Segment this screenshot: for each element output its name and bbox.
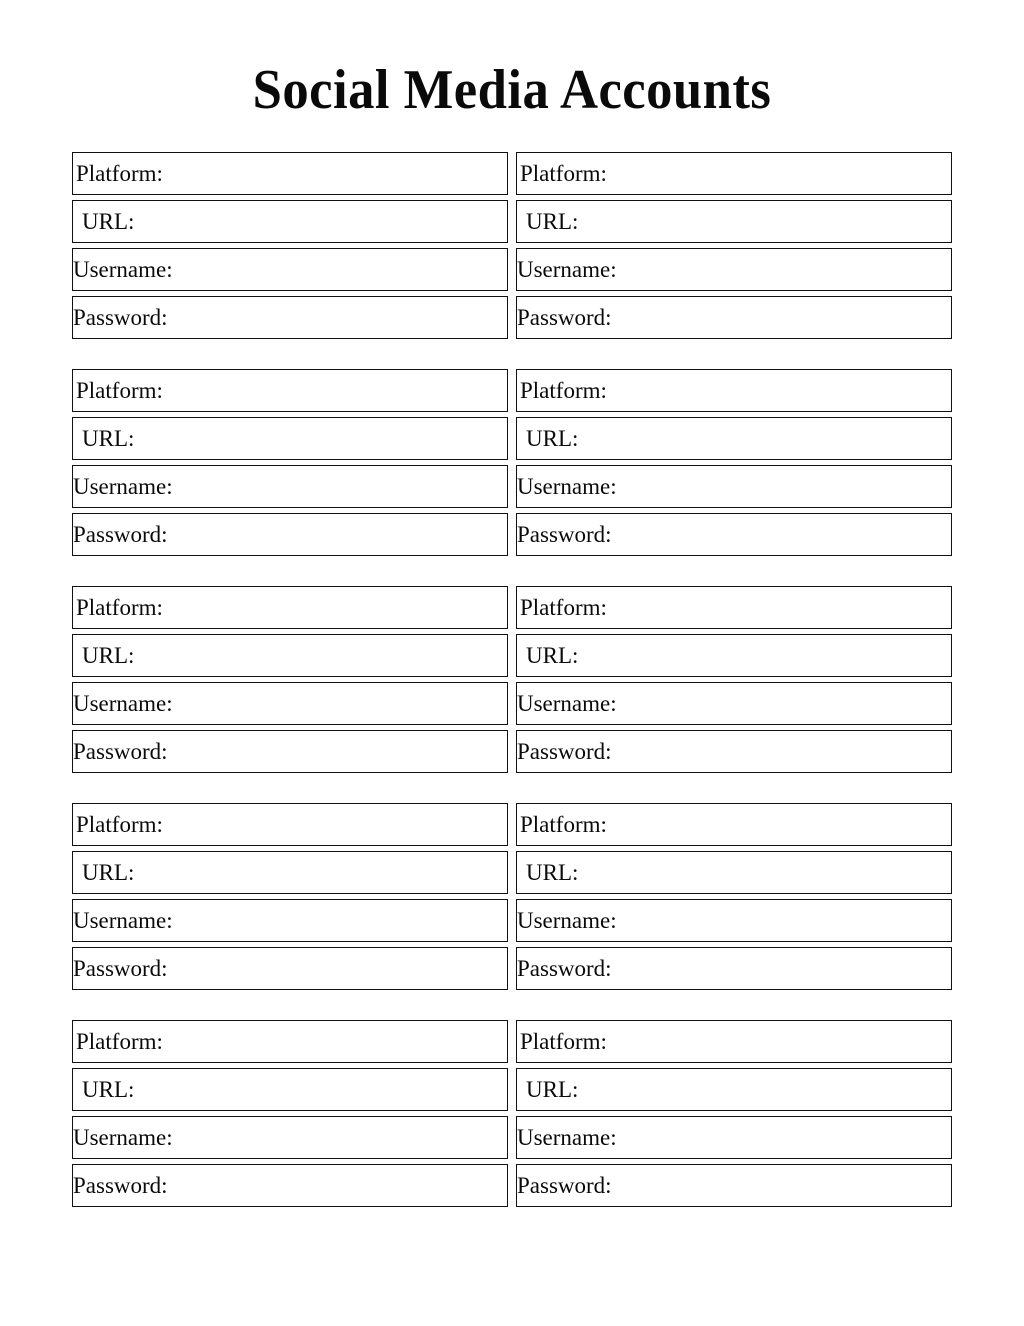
platform-label: Platform:	[76, 378, 163, 403]
platform-field[interactable]	[516, 152, 952, 195]
platform-field[interactable]	[72, 1020, 508, 1063]
password-label: Password:	[73, 1173, 168, 1198]
platform-field[interactable]	[516, 803, 952, 846]
username-field[interactable]	[516, 465, 952, 508]
platform-label: Platform:	[76, 1029, 163, 1054]
password-field[interactable]	[72, 730, 508, 773]
platform-label: Platform:	[520, 812, 607, 837]
url-label: URL:	[526, 860, 579, 885]
account-block	[516, 803, 952, 990]
url-label: URL:	[526, 209, 579, 234]
platform-field[interactable]	[516, 369, 952, 412]
password-field[interactable]	[516, 296, 952, 339]
username-label: Username:	[517, 1125, 617, 1150]
username-label: Username:	[517, 474, 617, 499]
password-field[interactable]	[516, 947, 952, 990]
username-label: Username:	[517, 257, 617, 282]
platform-label: Platform:	[76, 595, 163, 620]
accounts-columns	[72, 152, 952, 1207]
account-block	[516, 369, 952, 556]
password-label: Password:	[73, 522, 168, 547]
url-field[interactable]	[516, 417, 952, 460]
account-block	[516, 586, 952, 773]
password-label: Password:	[517, 522, 612, 547]
left-column	[72, 152, 508, 1207]
account-block	[72, 152, 508, 339]
password-label: Password:	[517, 1173, 612, 1198]
url-label: URL:	[82, 860, 135, 885]
url-label: URL:	[526, 643, 579, 668]
url-field[interactable]	[72, 634, 508, 677]
platform-label: Platform:	[76, 812, 163, 837]
right-column	[516, 152, 952, 1207]
password-label: Password:	[73, 739, 168, 764]
platform-label: Platform:	[520, 161, 607, 186]
password-field[interactable]	[516, 1164, 952, 1207]
username-field[interactable]	[72, 248, 508, 291]
account-block	[72, 1020, 508, 1207]
username-label: Username:	[517, 908, 617, 933]
url-field[interactable]	[72, 1068, 508, 1111]
password-label: Password:	[517, 956, 612, 981]
url-field[interactable]	[516, 1068, 952, 1111]
url-field[interactable]	[516, 634, 952, 677]
platform-label: Platform:	[76, 161, 163, 186]
username-label: Username:	[517, 691, 617, 716]
account-block	[516, 152, 952, 339]
platform-label: Platform:	[520, 378, 607, 403]
password-field[interactable]	[72, 513, 508, 556]
username-field[interactable]	[516, 248, 952, 291]
username-field[interactable]	[72, 465, 508, 508]
platform-field[interactable]	[72, 803, 508, 846]
platform-field[interactable]	[72, 586, 508, 629]
url-label: URL:	[82, 426, 135, 451]
url-field[interactable]	[72, 851, 508, 894]
password-field[interactable]	[72, 296, 508, 339]
account-block	[72, 369, 508, 556]
password-label: Password:	[517, 305, 612, 330]
password-field[interactable]	[516, 730, 952, 773]
page-title: Social Media Accounts	[252, 59, 772, 121]
username-field[interactable]	[72, 1116, 508, 1159]
account-block	[516, 1020, 952, 1207]
platform-field[interactable]	[72, 369, 508, 412]
username-label: Username:	[73, 1125, 173, 1150]
url-label: URL:	[526, 426, 579, 451]
url-field[interactable]	[72, 200, 508, 243]
url-label: URL:	[82, 643, 135, 668]
username-field[interactable]	[72, 682, 508, 725]
password-field[interactable]	[72, 1164, 508, 1207]
account-block	[72, 803, 508, 990]
account-block	[72, 586, 508, 773]
username-field[interactable]	[516, 682, 952, 725]
username-field[interactable]	[72, 899, 508, 942]
platform-field[interactable]	[516, 586, 952, 629]
url-label: URL:	[526, 1077, 579, 1102]
username-label: Username:	[73, 691, 173, 716]
url-label: URL:	[82, 209, 135, 234]
url-label: URL:	[82, 1077, 135, 1102]
url-field[interactable]	[72, 417, 508, 460]
url-field[interactable]	[516, 200, 952, 243]
username-label: Username:	[73, 908, 173, 933]
password-label: Password:	[517, 739, 612, 764]
accounts-grid	[72, 152, 952, 1207]
password-field[interactable]	[72, 947, 508, 990]
username-field[interactable]	[516, 899, 952, 942]
platform-field[interactable]	[516, 1020, 952, 1063]
platform-field[interactable]	[72, 152, 508, 195]
platform-label: Platform:	[520, 1029, 607, 1054]
url-field[interactable]	[516, 851, 952, 894]
username-label: Username:	[73, 474, 173, 499]
password-field[interactable]	[516, 513, 952, 556]
username-label: Username:	[73, 257, 173, 282]
password-label: Password:	[73, 956, 168, 981]
password-label: Password:	[73, 305, 168, 330]
username-field[interactable]	[516, 1116, 952, 1159]
platform-label: Platform:	[520, 595, 607, 620]
